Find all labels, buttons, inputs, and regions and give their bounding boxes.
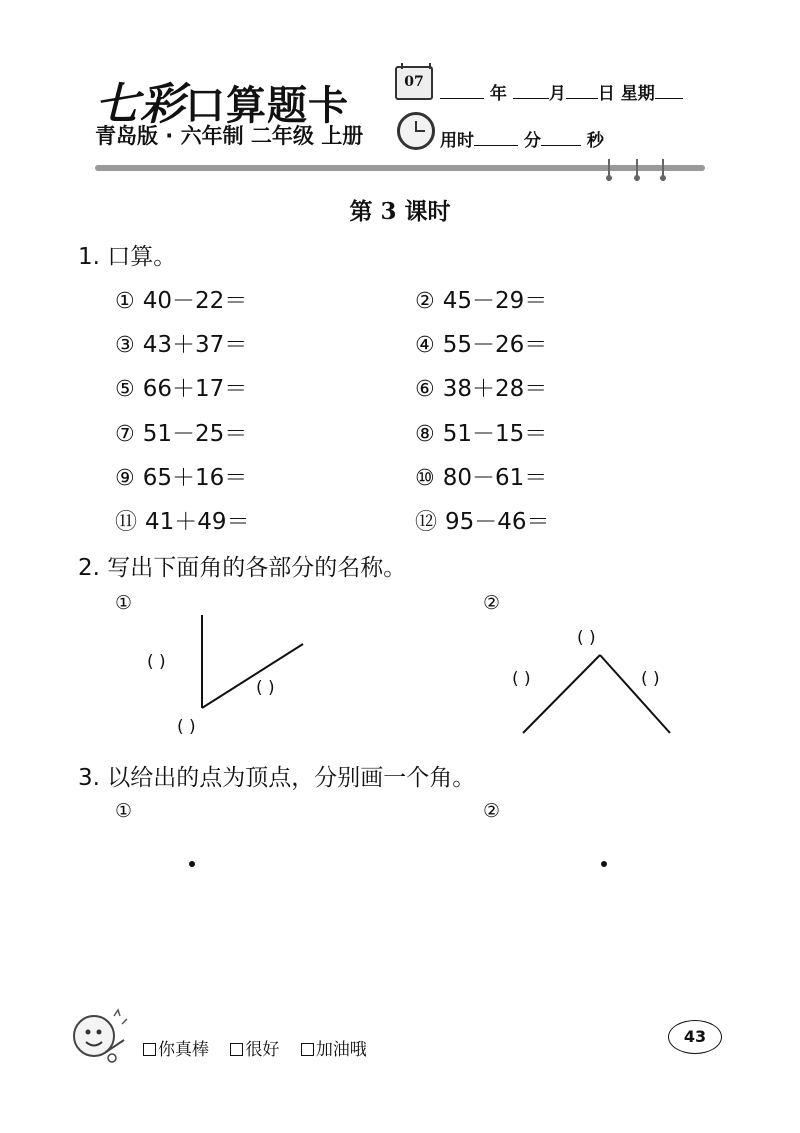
brand-prefix: 七彩 <box>95 79 185 130</box>
rating-good[interactable] <box>230 1040 279 1060</box>
problem-number: ⑪ <box>115 510 138 535</box>
page-number: 43 <box>668 1020 722 1054</box>
angle-2-side-answer[interactable]: ( ) <box>641 669 660 689</box>
problem-number: ⑫ <box>415 510 438 535</box>
problem-expression: 55－26＝ <box>442 332 548 358</box>
angle-1-vertex-answer[interactable]: ( ) <box>177 717 196 737</box>
day-label: 日 <box>597 84 615 104</box>
lesson-title: 第 3 课时 <box>349 198 451 225</box>
calendar-number: 07 <box>404 74 424 90</box>
rating-great[interactable] <box>143 1040 209 1060</box>
problem-expression: 80－61＝ <box>442 465 548 491</box>
problem-expression: 65＋16＝ <box>142 465 248 491</box>
rating-great-label: 你真棒 <box>158 1040 209 1060</box>
vertex-point-2[interactable] <box>601 861 607 867</box>
angle-1-side-answer[interactable]: ( ) <box>147 652 166 672</box>
month-label: 月 <box>548 84 566 104</box>
vertex-point-1[interactable] <box>189 861 195 867</box>
problem-number: ⑩ <box>415 466 435 491</box>
time-used-label: 用时 <box>440 131 474 151</box>
mascot-icon <box>68 1002 136 1068</box>
angle-2-vertex-answer[interactable]: ( ) <box>577 628 596 648</box>
checkbox-icon[interactable] <box>301 1043 314 1056</box>
angle-2-label: ② <box>483 592 501 614</box>
problem-number: ① <box>115 289 135 314</box>
problem-expression: 41＋49＝ <box>145 509 250 535</box>
angle-1 <box>202 615 303 708</box>
problem-expression: 51－25＝ <box>142 421 248 447</box>
problem-number: ④ <box>415 333 435 358</box>
problem-number: ⑧ <box>415 422 435 447</box>
vertex-1-label: ① <box>115 800 133 822</box>
angle-2 <box>523 655 670 733</box>
checkbox-icon[interactable] <box>143 1043 156 1056</box>
rating-try-harder[interactable] <box>301 1040 367 1060</box>
problem-expression: 40－22＝ <box>142 288 248 314</box>
year-label: 年 <box>489 84 507 104</box>
angle-1-label: ① <box>115 592 133 614</box>
vertex-2-label: ② <box>483 800 501 822</box>
angle-2-side-left <box>523 655 600 733</box>
question-1-title: 1. 口算。 <box>78 244 177 270</box>
problem-expression: 95－46＝ <box>445 509 550 535</box>
problem-number: ⑦ <box>115 422 135 447</box>
weekday-label: 星期 <box>620 84 655 104</box>
problem-number: ② <box>415 289 435 314</box>
rating-options <box>143 1035 383 1060</box>
problem-number: ③ <box>115 333 135 358</box>
problem-expression: 66＋17＝ <box>142 376 248 402</box>
checkbox-icon[interactable] <box>230 1043 243 1056</box>
question-3-title: 3. 以给出的点为顶点，分别画一个角。 <box>78 765 476 791</box>
problem-expression: 43＋37＝ <box>142 332 248 358</box>
angle-2-side-right <box>600 655 670 733</box>
angle-1-side-slanted <box>202 644 303 708</box>
rating-try-harder-label: 加油哦 <box>315 1040 367 1060</box>
problem-number: ⑥ <box>415 377 435 402</box>
angle-2-side-answer[interactable]: ( ) <box>512 669 531 689</box>
problem-number: ⑨ <box>115 466 135 491</box>
problem-number: ⑤ <box>115 377 135 402</box>
rating-good-label: 很好 <box>245 1040 280 1060</box>
problem-expression: 38＋28＝ <box>442 376 548 402</box>
question-2-title: 2. 写出下面角的各部分的名称。 <box>78 555 407 581</box>
seconds-label: 秒 <box>586 131 604 151</box>
angle-1-side-answer[interactable]: ( ) <box>256 678 275 698</box>
problem-expression: 45－29＝ <box>442 288 548 314</box>
brand-suffix: 口算题卡 <box>185 82 349 129</box>
edition-label: 青岛版 · 六年制 二年级 上册 <box>95 124 364 148</box>
minutes-label: 分 <box>523 131 541 151</box>
problem-expression: 51－15＝ <box>442 421 548 447</box>
